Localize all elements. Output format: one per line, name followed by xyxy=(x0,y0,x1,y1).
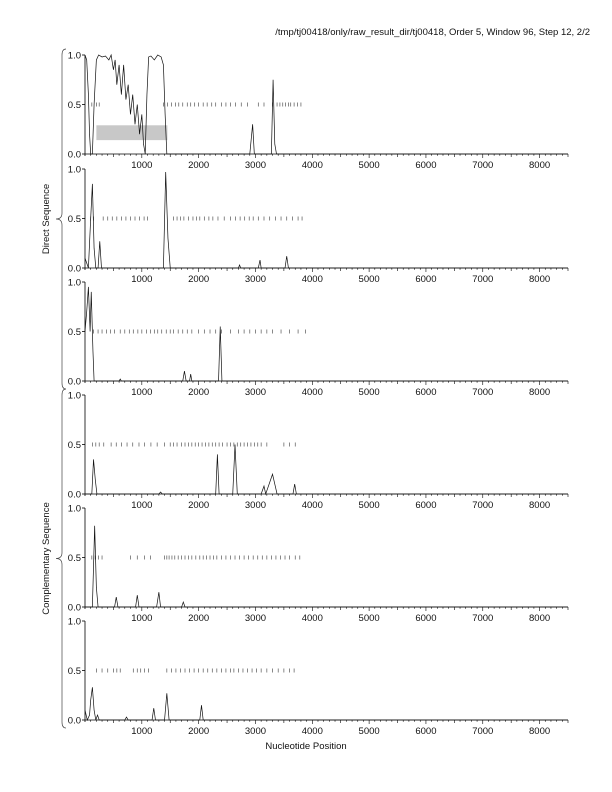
x-tick-label: 1000 xyxy=(131,160,153,171)
y-tick-label: 1.0 xyxy=(67,164,81,176)
x-tick-label: 2000 xyxy=(188,613,210,624)
x-tick-label: 4000 xyxy=(301,387,323,398)
group-label: Direct Sequence xyxy=(41,183,52,255)
x-tick-label: 4000 xyxy=(301,613,323,624)
y-tick-label: 0.0 xyxy=(67,376,81,388)
y-tick-label: 1.0 xyxy=(67,390,81,402)
x-tick-label: 5000 xyxy=(358,500,380,511)
x-tick-label: 7000 xyxy=(472,274,494,285)
group-bracket xyxy=(56,389,66,728)
x-tick-label: 7000 xyxy=(472,500,494,511)
panel-complementary-2 xyxy=(68,504,568,625)
panel-complementary-1 xyxy=(68,391,568,512)
y-tick-label: 1.0 xyxy=(67,277,81,289)
panels-layer xyxy=(68,51,568,738)
x-tick-label: 8000 xyxy=(529,274,551,285)
x-tick-label: 2000 xyxy=(188,500,210,511)
x-tick-label: 7000 xyxy=(472,387,494,398)
x-tick-label: 8000 xyxy=(529,613,551,624)
x-tick-label: 1000 xyxy=(131,500,153,511)
y-tick-label: 0.5 xyxy=(67,100,81,111)
x-tick-label: 2000 xyxy=(188,726,210,737)
x-tick-label: 4000 xyxy=(301,160,323,171)
x-tick-label: 7000 xyxy=(472,160,494,171)
y-tick-label: 1.0 xyxy=(67,503,81,515)
x-tick-label: 8000 xyxy=(529,160,551,171)
x-tick-label: 5000 xyxy=(358,726,380,737)
y-tick-label: 1.0 xyxy=(67,50,81,62)
x-tick-label: 5000 xyxy=(358,387,380,398)
y-tick-label: 0.5 xyxy=(67,440,81,451)
x-tick-label: 3000 xyxy=(244,726,267,737)
x-tick-label: 3000 xyxy=(244,160,267,171)
y-tick-label: 0.5 xyxy=(67,327,81,338)
panel-complementary-3 xyxy=(68,617,568,738)
group-label: Complementary Sequence xyxy=(41,502,52,615)
panel-direct-3 xyxy=(68,278,568,399)
x-tick-label: 4000 xyxy=(301,500,323,511)
x-tick-label: 4000 xyxy=(301,274,323,285)
series-line xyxy=(85,526,568,607)
x-tick-label: 3000 xyxy=(244,613,267,624)
series-line xyxy=(85,687,568,720)
group-brackets xyxy=(41,49,66,728)
panel-direct-2 xyxy=(68,165,568,286)
panel-direct-1 xyxy=(68,51,568,172)
group-bracket xyxy=(56,49,66,389)
x-tick-label: 6000 xyxy=(415,500,437,511)
x-tick-label: 2000 xyxy=(188,387,210,398)
x-tick-label: 8000 xyxy=(529,726,551,737)
series-line xyxy=(85,172,568,268)
y-tick-label: 0.5 xyxy=(67,214,81,225)
x-tick-label: 6000 xyxy=(415,160,437,171)
x-tick-label: 6000 xyxy=(415,726,437,737)
x-tick-label: 3000 xyxy=(244,500,267,511)
x-tick-label: 8000 xyxy=(529,500,551,511)
x-tick-label: 1000 xyxy=(131,613,153,624)
y-tick-label: 0.5 xyxy=(67,666,81,677)
region-bar xyxy=(96,125,167,140)
x-tick-label: 4000 xyxy=(301,726,323,737)
x-tick-label: 7000 xyxy=(472,726,494,737)
x-tick-label: 6000 xyxy=(415,387,437,398)
x-tick-label: 6000 xyxy=(415,274,437,285)
series-line xyxy=(85,287,568,381)
x-tick-label: 1000 xyxy=(131,726,153,737)
x-tick-label: 5000 xyxy=(358,274,380,285)
x-tick-label: 6000 xyxy=(415,613,437,624)
y-tick-label: 1.0 xyxy=(67,616,81,628)
x-tick-label: 8000 xyxy=(529,387,551,398)
x-tick-label: 5000 xyxy=(358,160,380,171)
x-tick-label: 2000 xyxy=(188,274,210,285)
x-tick-label: 1000 xyxy=(131,274,153,285)
y-tick-label: 0.0 xyxy=(67,715,81,727)
x-tick-label: 2000 xyxy=(188,160,210,171)
x-tick-label: 3000 xyxy=(244,274,267,285)
y-tick-label: 0.0 xyxy=(67,489,81,501)
figure-header: /tmp/tj00418/only/raw_result_dir/tj00418, Order 5, Window 96, Step 12, 2/2 xyxy=(275,27,590,38)
y-tick-label: 0.0 xyxy=(67,263,81,275)
x-tick-label: 7000 xyxy=(472,613,494,624)
y-tick-label: 0.0 xyxy=(67,602,81,614)
y-tick-label: 0.5 xyxy=(67,553,81,564)
x-axis-label: Nucleotide Position xyxy=(265,741,347,752)
x-tick-label: 1000 xyxy=(131,387,153,398)
x-tick-label: 5000 xyxy=(358,613,380,624)
series-line xyxy=(85,445,568,495)
y-tick-label: 0.0 xyxy=(67,149,81,161)
x-tick-label: 3000 xyxy=(244,387,267,398)
